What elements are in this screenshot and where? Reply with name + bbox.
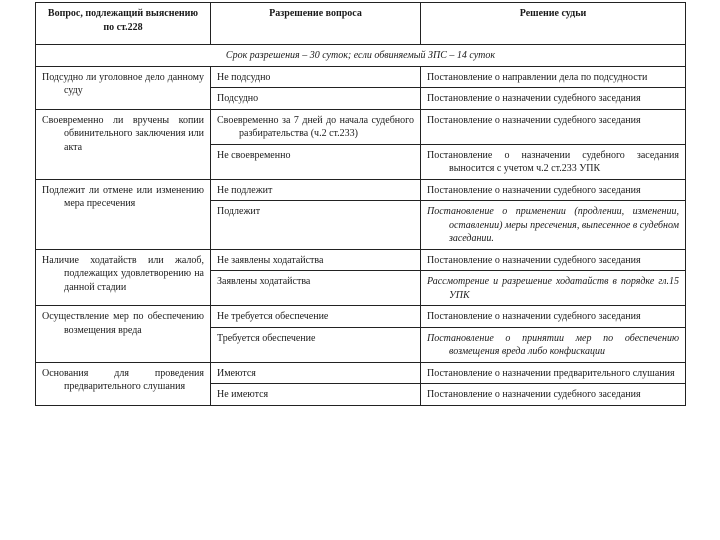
decision-cell [421, 327, 686, 362]
question-cell [36, 109, 211, 179]
decision-cell [421, 66, 686, 88]
resolution-text: Имеются [217, 367, 256, 379]
decision-text: Рассмотрение и разрешение ходатайств в порядке гл.15 УПК [427, 276, 679, 301]
question-cell [36, 179, 211, 249]
resolution-cell [211, 201, 421, 250]
decision-text: Постановление о применении (продлении, изменении, оставлении) меры пресечения, выпесенное в судебном заседании. [427, 206, 679, 244]
question-cell [36, 249, 211, 306]
decision-cell [421, 179, 686, 201]
question-text: Наличие ходатайств или жалоб, подлежащих удовлетворению на данной стадии [42, 254, 204, 293]
decision-cell [421, 249, 686, 271]
decision-cell [421, 144, 686, 179]
header-question: Вопрос, подлежащий выяснению по ст.228 [36, 3, 211, 45]
resolution-text: Не имеются [217, 389, 269, 400]
resolution-text: Своевременно за 7 дней до начала судебного разбирательства (ч.2 ст.233) [217, 114, 414, 139]
resolution-cell [211, 249, 421, 271]
table-row [36, 306, 686, 328]
resolution-text: Заявлены ходатайства [217, 276, 311, 287]
header-decision: Решение судьи [421, 3, 686, 45]
question-text: Осуществление мер по обеспечению возмещения вреда [42, 311, 204, 336]
resolution-text: Требуется обеспечение [217, 332, 316, 344]
question-cell [36, 306, 211, 363]
decision-cell [421, 362, 686, 384]
resolution-text: Не своевременно [217, 149, 291, 161]
decision-cell [421, 306, 686, 328]
decision-text: Постановление о назначении судебного заседания [427, 114, 641, 126]
question-text: Основания для проведения предварительного слушания [42, 367, 204, 392]
resolution-text: Не требуется обеспечение [217, 311, 329, 322]
table-row [36, 249, 686, 271]
resolution-cell [211, 88, 421, 110]
decision-text: Постановление о принятии мер по обеспечению возмещения вреда либо конфискации [427, 332, 679, 357]
question-text: Подлежит ли отмене или изменению мера пресечения [42, 184, 204, 209]
resolution-cell [211, 327, 421, 362]
resolution-cell [211, 384, 421, 406]
table-row [36, 66, 686, 88]
question-text: Своевременно ли вручены копии обвинительного заключения или акта [42, 114, 204, 153]
resolution-text: Подлежит [217, 206, 261, 217]
resolution-cell [211, 179, 421, 201]
decision-text: Постановление о назначении предварительного слушания [427, 367, 675, 379]
decision-text: Постановление о назначении судебного заседания [427, 254, 641, 266]
decision-text: Постановление о назначении судебного заседания [427, 389, 641, 400]
resolution-cell [211, 66, 421, 88]
decision-cell [421, 109, 686, 144]
table-row [36, 179, 686, 201]
resolution-cell [211, 109, 421, 144]
question-cell [36, 66, 211, 109]
decision-cell [421, 271, 686, 306]
resolution-cell [211, 306, 421, 328]
decision-text: Постановление о назначении судебного заседания выносится с учетом ч.2 ст.233 УПК [427, 149, 679, 174]
decision-text: Постановление о назначении судебного заседания [427, 311, 641, 322]
table-row [36, 362, 686, 384]
decision-cell [421, 88, 686, 110]
term-note: Срок разрешения – 30 суток; если обвиняемый ЗПС – 14 суток [36, 45, 686, 67]
question-text: Подсудно ли уголовное дело данному суду [42, 71, 204, 96]
decision-text: Постановление о назначении судебного заседания [427, 93, 641, 104]
resolution-cell [211, 362, 421, 384]
header-row [36, 3, 686, 45]
resolution-text: Не подсудно [217, 71, 271, 83]
decision-text: Постановление о назначении судебного заседания [427, 184, 641, 196]
decision-cell [421, 384, 686, 406]
decision-text: Постановление о направлении дела по подсудности [427, 71, 648, 83]
resolution-cell [211, 144, 421, 179]
term-row [36, 45, 686, 67]
resolution-text: Не подлежит [217, 184, 273, 196]
resolution-text: Подсудно [217, 93, 259, 104]
question-cell [36, 362, 211, 405]
table-row [36, 109, 686, 144]
procedure-table [35, 2, 686, 406]
header-resolution: Разрешение вопроса [211, 3, 421, 45]
decision-cell [421, 201, 686, 250]
resolution-text: Не заявлены ходатайства [217, 254, 324, 266]
resolution-cell [211, 271, 421, 306]
